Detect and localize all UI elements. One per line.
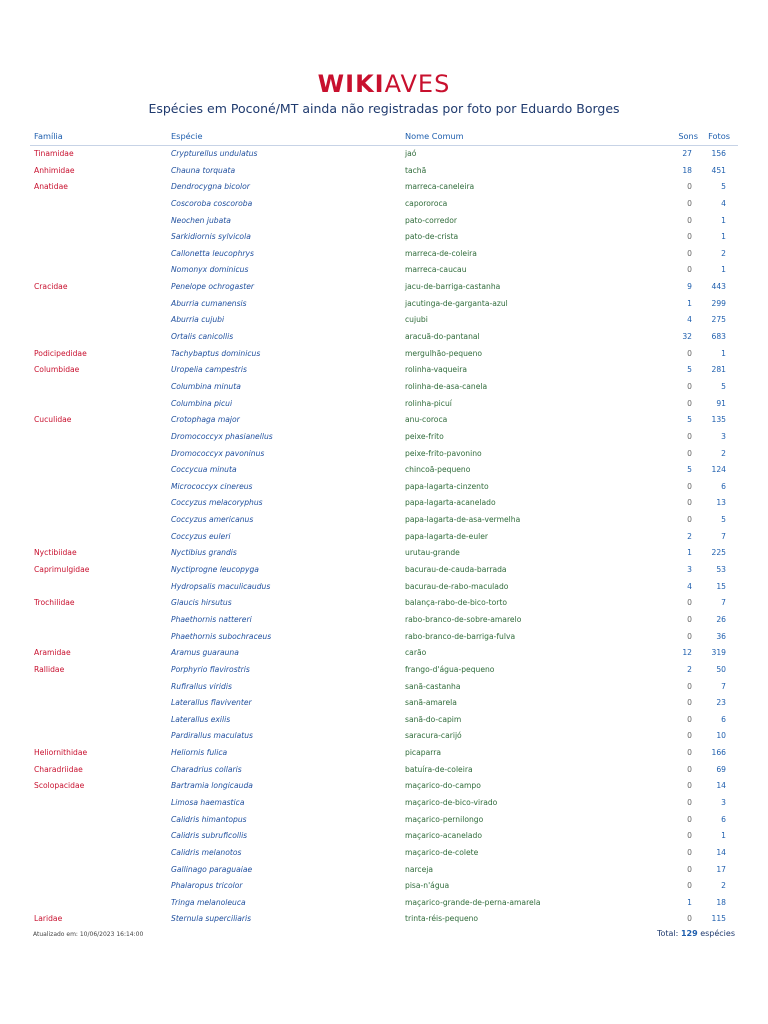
table-row — [30, 346, 738, 363]
table-row — [30, 529, 738, 546]
nome-comum-cell: frango-d'água-pequeno — [405, 664, 495, 674]
fotos-count[interactable]: 13 — [716, 498, 726, 508]
table-row — [30, 745, 738, 762]
sons-count[interactable]: 5 — [687, 365, 692, 375]
especie-link[interactable]: Penelope ochrogaster — [171, 282, 255, 292]
table-row — [30, 196, 738, 213]
nome-comum-cell: papa-lagarta-de-euler — [405, 531, 489, 541]
especie-link[interactable]: Pardirallus maculatus — [171, 731, 254, 741]
wikiaves-logo — [0, 70, 768, 98]
table-row — [30, 329, 738, 346]
fotos-count[interactable]: 115 — [711, 914, 726, 924]
table-row — [30, 645, 738, 662]
sons-count[interactable]: 0 — [687, 764, 692, 774]
especie-link[interactable]: Aramus guarauna — [171, 648, 239, 658]
especie-link[interactable]: Tringa melanoleuca — [171, 897, 246, 907]
familia-cell: Laridae — [34, 914, 63, 924]
especie-link[interactable]: Coscoroba coscoroba — [171, 198, 253, 208]
sons-count[interactable]: 0 — [687, 431, 692, 441]
total-number: 129 — [680, 929, 698, 938]
nome-comum-cell: bacurau-de-cauda-barrada — [405, 565, 507, 575]
sons-count[interactable]: 0 — [687, 714, 692, 724]
nome-comum-cell: trinta-réis-pequeno — [405, 914, 479, 924]
especie-link[interactable]: Rufirallus viridis — [171, 681, 232, 691]
table-row — [30, 595, 738, 612]
nome-comum-cell: rabo-branco-de-barriga-fulva — [405, 631, 516, 641]
especie-link[interactable]: Calidris melanotos — [171, 847, 242, 857]
header-nome-comum: Nome Comum — [405, 131, 464, 141]
table-row — [30, 845, 738, 862]
table-row — [30, 712, 738, 729]
familia-cell: Heliornithidae — [34, 748, 88, 758]
species-table-body — [30, 146, 738, 928]
sons-count[interactable]: 0 — [687, 398, 692, 408]
fotos-count[interactable]: 135 — [711, 415, 726, 425]
fotos-count[interactable]: 7 — [721, 598, 726, 608]
fotos-count[interactable]: 14 — [716, 781, 726, 791]
especie-link[interactable]: Phaethornis subochraceus — [171, 631, 272, 641]
sons-count[interactable]: 0 — [687, 814, 692, 824]
fotos-count[interactable]: 443 — [711, 282, 726, 292]
especie-link[interactable]: Chauna torquata — [171, 165, 236, 175]
nome-comum-cell: anu-coroca — [405, 415, 448, 425]
fotos-count[interactable]: 319 — [711, 648, 726, 658]
familia-cell: Charadriidae — [34, 764, 83, 774]
especie-link[interactable]: Coccyzus melacoryphus — [171, 498, 263, 508]
sons-count[interactable]: 0 — [687, 631, 692, 641]
familia-cell: Anatidae — [34, 182, 68, 192]
sons-count[interactable]: 0 — [687, 481, 692, 491]
nome-comum-cell: peixe-frito-pavonino — [405, 448, 482, 458]
header-sons: Sons — [678, 131, 698, 141]
fotos-count[interactable]: 10 — [716, 731, 726, 741]
sons-count[interactable]: 0 — [687, 248, 692, 258]
nome-comum-cell: tachã — [405, 165, 427, 175]
table-row — [30, 379, 738, 396]
especie-link[interactable]: Micrococcyx cinereus — [171, 481, 253, 491]
nome-comum-cell: saracura-carijó — [405, 731, 462, 741]
fotos-count[interactable]: 3 — [721, 797, 726, 807]
nome-comum-cell: narceja — [405, 864, 434, 874]
sons-count[interactable]: 0 — [687, 348, 692, 358]
especie-link[interactable]: Dromococcyx phasianellus — [171, 431, 273, 441]
fotos-count[interactable]: 14 — [716, 847, 726, 857]
nome-comum-cell: capororoca — [405, 198, 448, 208]
nome-comum-cell: sanã-do-capim — [405, 714, 462, 724]
especie-link[interactable]: Aburria cumanensis — [171, 298, 247, 308]
especie-link[interactable]: Calidris himantopus — [171, 814, 247, 824]
logo-aves: AVES — [384, 70, 451, 98]
familia-cell: Nyctibiidae — [34, 548, 77, 558]
table-row — [30, 429, 738, 446]
especie-link[interactable]: Tachybaptus dominicus — [171, 348, 261, 358]
nome-comum-cell: bacurau-de-rabo-maculado — [405, 581, 509, 591]
sons-count[interactable]: 0 — [687, 781, 692, 791]
fotos-count[interactable]: 1 — [721, 232, 726, 242]
nome-comum-cell: rolinha-vaqueira — [405, 365, 467, 375]
especie-link[interactable]: Gallinago paraguaiae — [171, 864, 253, 874]
especie-link[interactable]: Charadrius collaris — [171, 764, 242, 774]
fotos-count[interactable]: 4 — [721, 198, 726, 208]
especie-link[interactable]: Coccycua minuta — [171, 465, 237, 475]
table-row — [30, 279, 738, 296]
sons-count[interactable]: 32 — [682, 332, 692, 342]
fotos-count[interactable]: 53 — [716, 565, 726, 575]
especie-link[interactable]: Dendrocygna bicolor — [171, 182, 250, 192]
table-row — [30, 146, 738, 163]
sons-count[interactable]: 3 — [687, 565, 692, 575]
fotos-count[interactable]: 26 — [716, 614, 726, 624]
table-row — [30, 795, 738, 812]
table-row — [30, 229, 738, 246]
fotos-count[interactable]: 156 — [711, 149, 726, 158]
table-row — [30, 362, 738, 379]
nome-comum-cell: maçarico-de-bico-virado — [405, 797, 498, 807]
fotos-count[interactable]: 1 — [721, 265, 726, 275]
sons-count[interactable]: 0 — [687, 864, 692, 874]
familia-cell: Rallidae — [34, 664, 65, 674]
nome-comum-cell: batuíra-de-coleira — [405, 764, 473, 774]
table-row — [30, 895, 738, 912]
especie-link[interactable]: Nyctibius grandis — [171, 548, 237, 558]
sons-count[interactable]: 0 — [687, 797, 692, 807]
nome-comum-cell: peixe-frito — [405, 431, 444, 441]
table-row — [30, 812, 738, 829]
logo-wiki: WIKI — [317, 70, 385, 98]
sons-count[interactable]: 0 — [687, 831, 692, 841]
sons-count[interactable]: 0 — [687, 448, 692, 458]
familia-cell: Scolopacidae — [34, 781, 85, 791]
sons-count[interactable]: 0 — [687, 681, 692, 691]
especie-link[interactable]: Nyctiprogne leucopyga — [171, 565, 259, 575]
especie-link[interactable]: Phaethornis nattereri — [171, 614, 252, 624]
header-familia: Família — [34, 131, 63, 141]
sons-count[interactable]: 2 — [687, 664, 692, 674]
sons-count[interactable]: 0 — [687, 748, 692, 758]
especie-link[interactable]: Uropelia campestris — [171, 365, 247, 375]
table-row — [30, 246, 738, 263]
nome-comum-cell: marreca-de-coleira — [405, 248, 477, 258]
sons-count[interactable]: 1 — [687, 298, 692, 308]
especie-link[interactable]: Coccyzus euleri — [171, 531, 231, 541]
especie-link[interactable]: Callonetta leucophrys — [171, 248, 254, 258]
fotos-count[interactable]: 275 — [711, 315, 726, 325]
sons-count[interactable]: 4 — [687, 581, 692, 591]
fotos-count[interactable]: 683 — [711, 332, 726, 342]
nome-comum-cell: cujubi — [405, 315, 428, 325]
fotos-count[interactable]: 1 — [721, 348, 726, 358]
sons-count[interactable]: 2 — [687, 531, 692, 541]
nome-comum-cell: urutau-grande — [405, 548, 460, 558]
nome-comum-cell: maçarico-acanelado — [405, 831, 483, 841]
especie-link[interactable]: Porphyrio flavirostris — [171, 664, 250, 674]
nome-comum-cell: rolinha-de-asa-canela — [405, 381, 488, 391]
nome-comum-cell: maçarico-de-colete — [405, 847, 479, 857]
nome-comum-cell: jacu-de-barriga-castanha — [405, 282, 501, 292]
table-row — [30, 545, 738, 562]
table-row — [30, 213, 738, 230]
fotos-count[interactable]: 225 — [711, 548, 726, 558]
nome-comum-cell: sanã-amarela — [405, 698, 457, 708]
nome-comum-cell: papa-lagarta-de-asa-vermelha — [405, 515, 521, 525]
familia-cell: Columbidae — [34, 365, 80, 375]
familia-cell: Cracidae — [34, 282, 68, 292]
sons-count[interactable]: 0 — [687, 265, 692, 275]
table-row — [30, 179, 738, 196]
especie-link[interactable]: Crypturellus undulatus — [171, 149, 258, 158]
familia-cell: Trochilidae — [34, 598, 75, 608]
nome-comum-cell: jacutinga-de-garganta-azul — [405, 298, 508, 308]
table-row — [30, 296, 738, 313]
sons-count[interactable]: 0 — [687, 731, 692, 741]
table-row — [30, 911, 738, 928]
fotos-count[interactable]: 5 — [721, 182, 726, 192]
especie-link[interactable]: Nomonyx dominicus — [171, 265, 249, 275]
table-row — [30, 679, 738, 696]
nome-comum-cell: picaparra — [405, 748, 441, 758]
table-row — [30, 262, 738, 279]
nome-comum-cell: rolinha-picuí — [405, 398, 452, 408]
especie-link[interactable]: Heliornis fulica — [171, 748, 228, 758]
fotos-count[interactable]: 451 — [711, 165, 726, 175]
especie-link[interactable]: Sternula superciliaris — [171, 914, 252, 924]
table-row — [30, 862, 738, 879]
table-row — [30, 629, 738, 646]
nome-comum-cell: pato-de-crista — [405, 232, 459, 242]
fotos-count[interactable]: 6 — [721, 814, 726, 824]
fotos-count[interactable]: 23 — [716, 698, 726, 708]
table-row — [30, 662, 738, 679]
especie-link[interactable]: Laterallus exilis — [171, 714, 231, 724]
sons-count[interactable]: 0 — [687, 198, 692, 208]
sons-count[interactable]: 1 — [687, 548, 692, 558]
familia-cell: Tinamidae — [34, 149, 74, 158]
especie-link[interactable]: Crotophaga major — [171, 415, 240, 425]
table-row — [30, 412, 738, 429]
sons-count[interactable]: 5 — [687, 415, 692, 425]
table-row — [30, 479, 738, 496]
sons-count[interactable]: 0 — [687, 881, 692, 891]
nome-comum-cell: jaó — [405, 149, 417, 158]
table-header — [30, 131, 738, 146]
fotos-count[interactable]: 1 — [721, 831, 726, 841]
fotos-count[interactable]: 7 — [721, 681, 726, 691]
fotos-count[interactable]: 2 — [721, 448, 726, 458]
nome-comum-cell: papa-lagarta-cinzento — [405, 481, 489, 491]
nome-comum-cell: pato-corredor — [405, 215, 458, 225]
sons-count[interactable]: 27 — [682, 149, 692, 158]
familia-cell: Anhimidae — [34, 165, 75, 175]
sons-count[interactable]: 0 — [687, 182, 692, 192]
sons-count[interactable]: 9 — [687, 282, 692, 292]
fotos-count[interactable]: 3 — [721, 431, 726, 441]
especie-link[interactable]: Sarkidiornis sylvicola — [171, 232, 251, 242]
sons-count[interactable]: 12 — [682, 648, 692, 658]
sons-count[interactable]: 4 — [687, 315, 692, 325]
especie-link[interactable]: Dromococcyx pavoninus — [171, 448, 265, 458]
especie-link[interactable]: Aburria cujubi — [171, 315, 225, 325]
nome-comum-cell: aracuã-do-pantanal — [405, 332, 480, 342]
fotos-count[interactable]: 18 — [716, 897, 726, 907]
table-row — [30, 462, 738, 479]
nome-comum-cell: marreca-caneleira — [405, 182, 475, 192]
table-row — [30, 495, 738, 512]
sons-count[interactable]: 0 — [687, 698, 692, 708]
sons-count[interactable]: 0 — [687, 914, 692, 924]
fotos-count[interactable]: 15 — [716, 581, 726, 591]
nome-comum-cell: sanã-castanha — [405, 681, 461, 691]
fotos-count[interactable]: 69 — [716, 764, 726, 774]
fotos-count[interactable]: 17 — [716, 864, 726, 874]
table-row — [30, 695, 738, 712]
sons-count[interactable]: 1 — [687, 897, 692, 907]
fotos-count[interactable]: 5 — [721, 381, 726, 391]
updated-timestamp: Atualizado em: 10/06/2023 16:14:00 — [33, 931, 144, 938]
sons-count[interactable]: 0 — [687, 232, 692, 242]
table-row — [30, 562, 738, 579]
especie-link[interactable]: Laterallus flaviventer — [171, 698, 252, 708]
fotos-count[interactable]: 50 — [716, 664, 726, 674]
fotos-count[interactable]: 6 — [721, 481, 726, 491]
nome-comum-cell: papa-lagarta-acanelado — [405, 498, 496, 508]
fotos-count[interactable]: 5 — [721, 515, 726, 525]
table-row — [30, 762, 738, 779]
nome-comum-cell: carão — [405, 648, 427, 658]
fotos-count[interactable]: 1 — [721, 215, 726, 225]
fotos-count[interactable]: 91 — [716, 398, 726, 408]
sons-count[interactable]: 5 — [687, 465, 692, 475]
nome-comum-cell: maçarico-grande-de-perna-amarela — [405, 897, 541, 907]
sons-count[interactable]: 0 — [687, 498, 692, 508]
table-row — [30, 878, 738, 895]
table-row — [30, 512, 738, 529]
table-row — [30, 728, 738, 745]
fotos-count[interactable]: 299 — [711, 298, 726, 308]
especie-link[interactable]: Calidris subruficollis — [171, 831, 248, 841]
fotos-count[interactable]: 2 — [721, 881, 726, 891]
sons-count[interactable]: 0 — [687, 381, 692, 391]
nome-comum-cell: maçarico-do-campo — [405, 781, 481, 791]
especie-link[interactable]: Neochen jubata — [171, 215, 231, 225]
especie-link[interactable]: Coccyzus americanus — [171, 515, 254, 525]
familia-cell: Podicipedidae — [34, 348, 87, 358]
especie-link[interactable]: Columbina minuta — [171, 381, 241, 391]
fotos-count[interactable]: 124 — [711, 465, 726, 475]
nome-comum-cell: mergulhão-pequeno — [405, 348, 483, 358]
fotos-count[interactable]: 36 — [716, 631, 726, 641]
table-row — [30, 312, 738, 329]
sons-count[interactable]: 0 — [687, 515, 692, 525]
nome-comum-cell: rabo-branco-de-sobre-amarelo — [405, 614, 522, 624]
total-count — [657, 929, 735, 938]
fotos-count[interactable]: 2 — [721, 248, 726, 258]
sons-count[interactable]: 0 — [687, 614, 692, 624]
familia-cell: Aramidae — [34, 648, 71, 658]
table-row — [30, 396, 738, 413]
table-row — [30, 612, 738, 629]
fotos-count[interactable]: 7 — [721, 531, 726, 541]
sons-count[interactable]: 0 — [687, 215, 692, 225]
fotos-count[interactable]: 6 — [721, 714, 726, 724]
familia-cell: Caprimulgidae — [34, 565, 90, 575]
nome-comum-cell: marreca-caucau — [405, 265, 467, 275]
especie-link[interactable]: Bartramia longicauda — [171, 781, 253, 791]
nome-comum-cell: maçarico-pernilongo — [405, 814, 484, 824]
especie-link[interactable]: Glaucis hirsutus — [171, 598, 232, 608]
table-row — [30, 579, 738, 596]
table-row — [30, 163, 738, 180]
total-label: Total: — [657, 929, 679, 938]
nome-comum-cell: pisa-n'água — [405, 881, 450, 891]
sons-count[interactable]: 18 — [682, 165, 692, 175]
especie-link[interactable]: Limosa haemastica — [171, 797, 245, 807]
table-row — [30, 446, 738, 463]
table-row — [30, 778, 738, 795]
especie-link[interactable]: Hydropsalis maculicaudus — [171, 581, 271, 591]
sons-count[interactable]: 0 — [687, 847, 692, 857]
especie-link[interactable]: Ortalis canicollis — [171, 332, 234, 342]
nome-comum-cell: chincoã-pequeno — [405, 465, 471, 475]
familia-cell: Cuculidae — [34, 415, 72, 425]
nome-comum-cell: balança-rabo-de-bico-torto — [405, 598, 507, 608]
fotos-count[interactable]: 281 — [711, 365, 726, 375]
header-fotos: Fotos — [708, 131, 730, 141]
fotos-count[interactable]: 166 — [711, 748, 726, 758]
especie-link[interactable]: Phalaropus tricolor — [171, 881, 243, 891]
header-especie: Espécie — [171, 131, 203, 141]
total-suffix: espécies — [700, 929, 735, 938]
table-row — [30, 828, 738, 845]
especie-link[interactable]: Columbina picui — [171, 398, 233, 408]
sons-count[interactable]: 0 — [687, 598, 692, 608]
page-title: Espécies em Poconé/MT ainda não registradas por foto por Eduardo Borges — [148, 101, 620, 116]
